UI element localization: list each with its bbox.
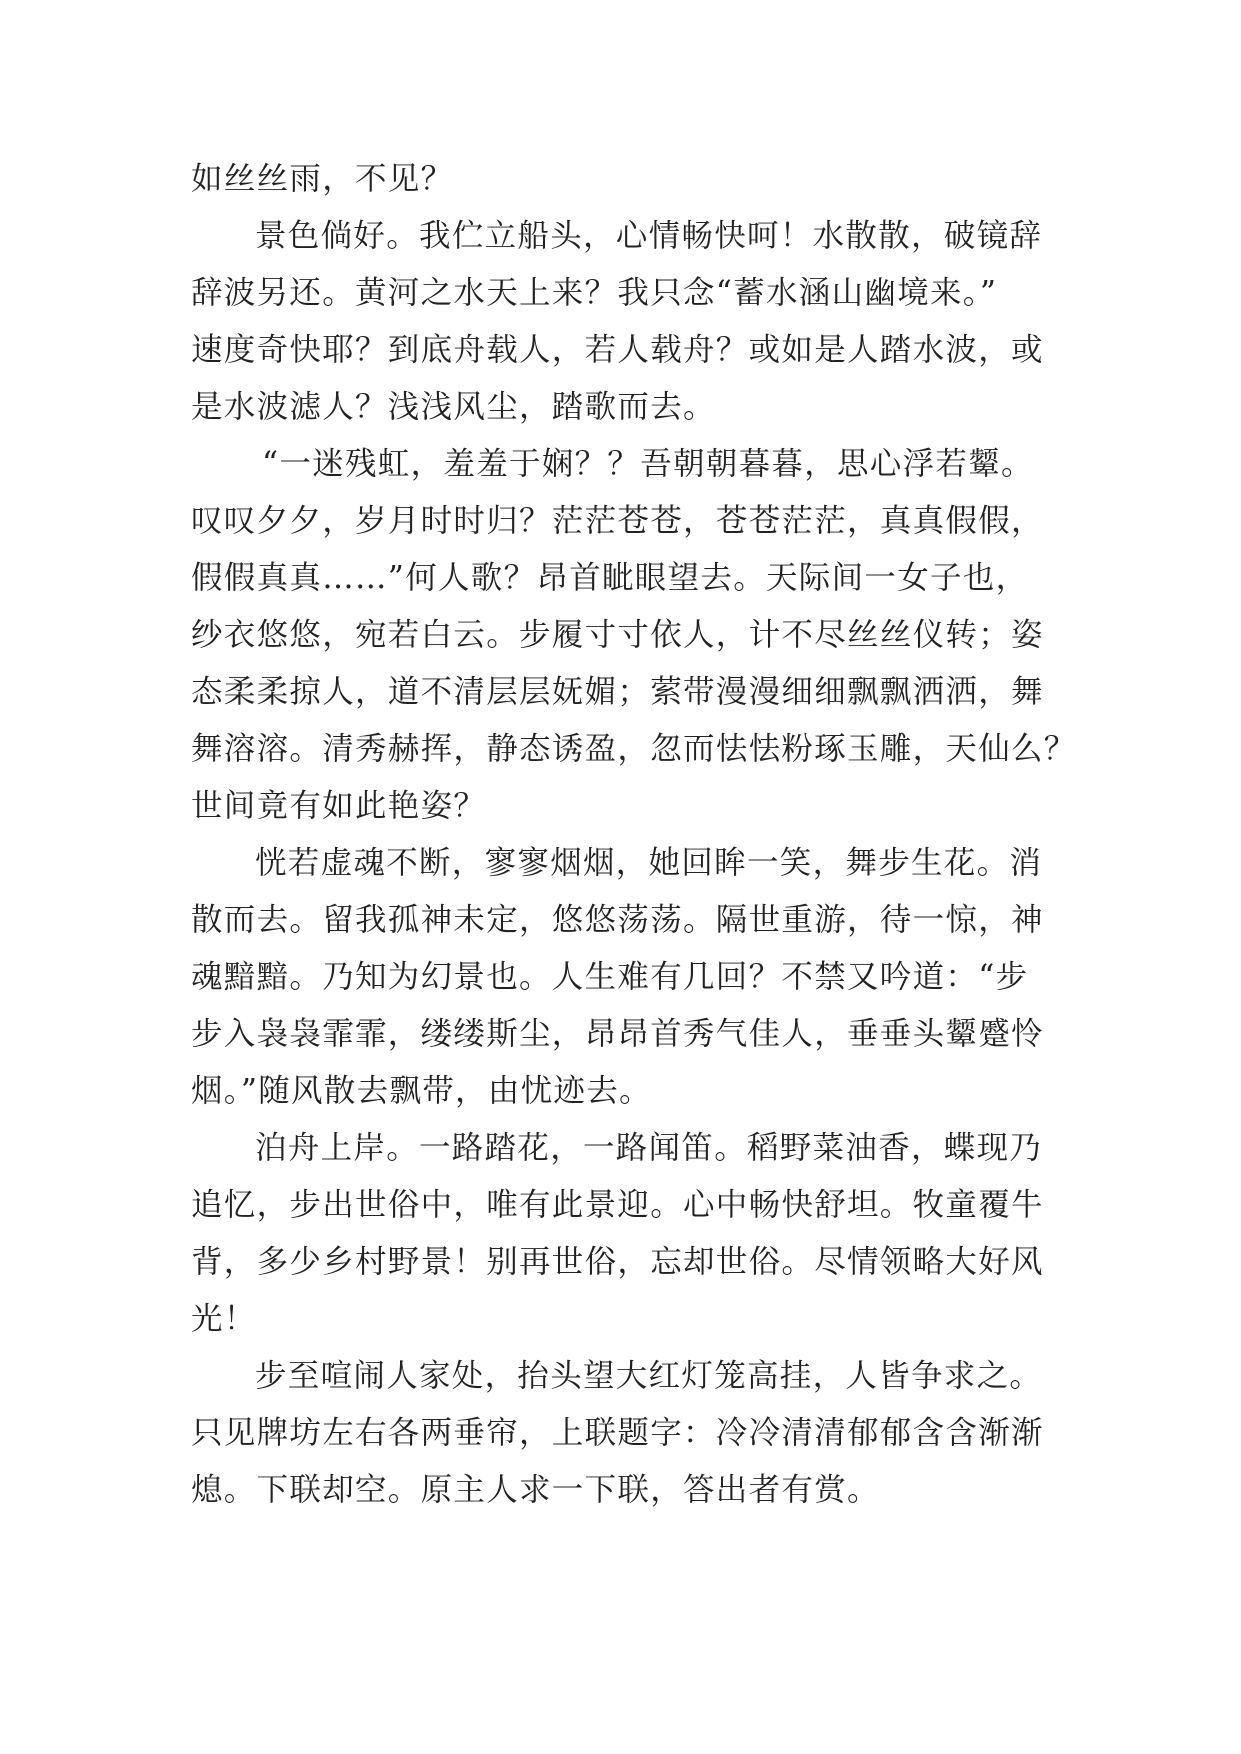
text-line: 态柔柔掠人，道不清层层妩媚；萦带漫漫细细飘飘洒洒，舞 bbox=[191, 674, 1044, 710]
text-line: 假假真真……”何人歌？昂首眦眼望去。天际间一女子也， bbox=[191, 560, 1029, 596]
text-line: 纱衣悠悠，宛若白云。步履寸寸依人，计不尽丝丝仪转；姿 bbox=[191, 617, 1044, 653]
text-line: 背，多少乡村野景！别再世俗，忘却世俗。尽情领略大好风 bbox=[191, 1244, 1044, 1280]
text-line: 叹叹夕夕，岁月时时归？茫茫苍苍，苍苍茫茫，真真假假， bbox=[191, 503, 1044, 539]
text-line: 舞溶溶。清秀赫挥，静态诱盈，忽而怯怯粉琢玉雕，天仙么？ bbox=[191, 731, 1077, 767]
paragraph-start-line: 景色倘好。我伫立船头，心情畅快呵！水散散，破镜辞 bbox=[255, 218, 1043, 254]
text-line: 是水波滤人？浅浅风尘，踏歌而去。 bbox=[191, 389, 716, 425]
text-line: 世间竟有如此艳姿？ bbox=[191, 788, 487, 824]
paragraph-start-line: 恍若虚魂不断，寥寥烟烟，她回眸一笑，舞步生花。消 bbox=[255, 845, 1043, 881]
paragraph-start-line: 泊舟上岸。一路踏花，一路闻笛。稻野菜油香，蝶现乃 bbox=[255, 1130, 1043, 1166]
text-line: 速度奇快耶？到底舟载人，若人载舟？或如是人踏水波，或 bbox=[191, 332, 1044, 368]
text-line: 步入袅袅霏霏，缕缕斯尘，昂昂首秀气佳人，垂垂头颦蹙怜 bbox=[191, 1016, 1044, 1052]
text-line: 烟。”随风散去飘带，由忧迹去。 bbox=[191, 1073, 652, 1109]
text-line: 熄。下联却空。原主人求一下联，答出者有赏。 bbox=[191, 1472, 880, 1508]
text-line: 散而去。留我孤神未定，悠悠荡荡。隔世重游，待一惊，神 bbox=[191, 902, 1044, 938]
text-line: 追忆，步出世俗中，唯有此景迎。心中畅快舒坦。牧童覆牛 bbox=[191, 1187, 1044, 1223]
text-line: 光！ bbox=[191, 1301, 257, 1337]
paragraph-start-line: 步至喧闹人家处，抬头望大红灯笼高挂，人皆争求之。 bbox=[255, 1358, 1043, 1394]
document-page bbox=[191, 151, 1077, 1519]
paragraph-start-line: “一迷残虹，羞羞于娴？？吾朝朝暮暮，思心浮若颦。 bbox=[262, 446, 1034, 482]
text-line: 只见牌坊左右各两垂帘，上联题字：冷冷清清郁郁含含渐渐 bbox=[191, 1415, 1044, 1451]
text-line: 辞波另还。黄河之水天上来？我只念“蓄水涵山幽境来。” bbox=[191, 275, 998, 311]
text-line: 魂黯黯。乃知为幻景也。人生难有几回？不禁又吟道：“步 bbox=[191, 959, 1029, 995]
text-line: 如丝丝雨，不见？ bbox=[191, 161, 454, 197]
